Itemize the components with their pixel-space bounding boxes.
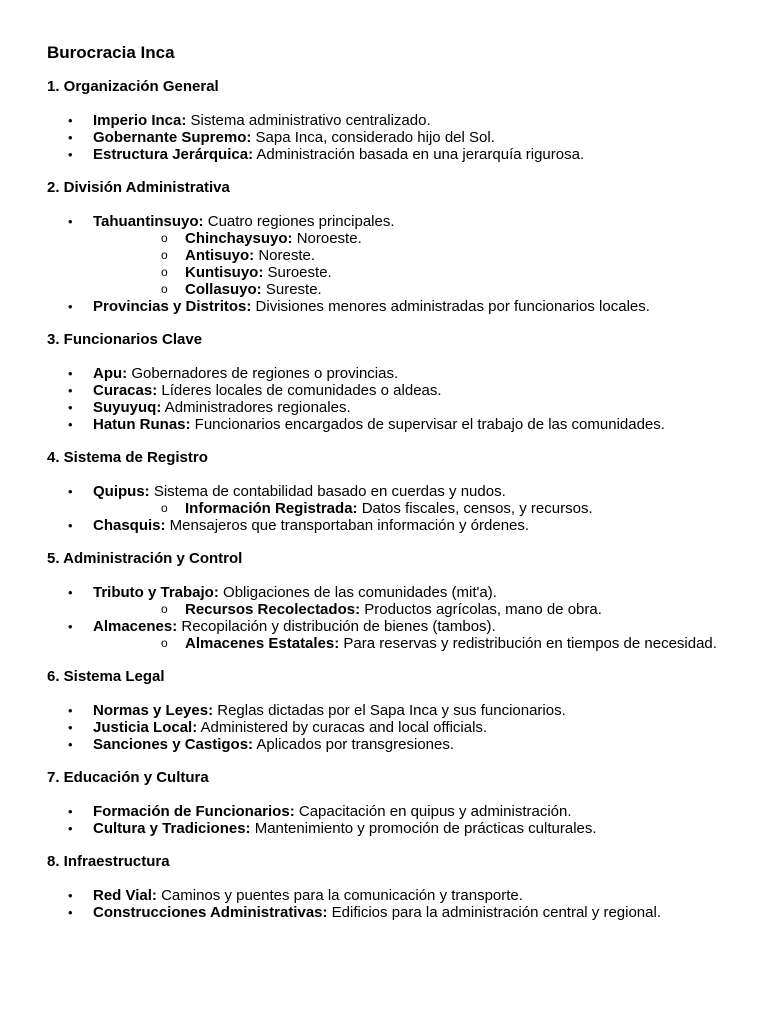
- bullet-icon: •: [68, 518, 73, 533]
- item-term: Red Vial:: [93, 887, 157, 904]
- section: [47, 179, 747, 315]
- item-text: Líderes locales de comunidades o aldeas.: [157, 382, 442, 399]
- subitem-term: Información Registrada:: [185, 500, 358, 517]
- section-heading: 5. Administración y Control: [47, 550, 243, 567]
- subitem-term: Antisuyo:: [185, 247, 255, 264]
- list-item: [47, 803, 747, 820]
- bullet-icon: •: [68, 130, 73, 145]
- list-item: [47, 213, 747, 298]
- item-text: Sapa Inca, considerado hijo del Sol.: [251, 129, 495, 146]
- ring-bullet-icon: o: [161, 282, 168, 296]
- subitem-term: Almacenes Estatales:: [185, 635, 340, 652]
- bullet-icon: •: [68, 619, 73, 634]
- sub-list-item: [93, 635, 747, 652]
- section-heading: 8. Infraestructura: [47, 853, 170, 870]
- item-text: Mensajeros que transportaban información y órdenes.: [165, 517, 530, 534]
- item-term: Tributo y Trabajo:: [93, 584, 219, 601]
- section: [47, 668, 747, 753]
- item-text: Edificios para la administración central y regional.: [327, 904, 661, 921]
- subitem-text: Para reservas y redistribución en tiempos de necesidad.: [339, 635, 717, 652]
- ring-bullet-icon: o: [161, 602, 168, 616]
- ring-bullet-icon: o: [161, 248, 168, 262]
- list-item: [47, 112, 747, 129]
- subitem-text: Datos fiscales, censos, y recursos.: [357, 500, 593, 517]
- item-text: Administración basada en una jerarquía rigurosa.: [253, 146, 585, 163]
- list-item: [47, 736, 747, 753]
- item-text: Caminos y puentes para la comunicación y transporte.: [156, 887, 523, 904]
- item-term: Apu:: [93, 365, 128, 382]
- item-text: Cuatro regiones principales.: [203, 213, 395, 230]
- list-item: [47, 618, 747, 652]
- section-heading: 2. División Administrativa: [47, 179, 230, 196]
- item-term: Estructura Jerárquica:: [93, 146, 254, 163]
- item-term: Justicia Local:: [93, 719, 198, 736]
- section: [47, 78, 747, 163]
- item-term: Tahuantinsuyo:: [93, 213, 204, 230]
- list-item: [47, 904, 747, 921]
- bullet-icon: •: [68, 905, 73, 920]
- ring-bullet-icon: o: [161, 501, 168, 515]
- item-text: Aplicados por transgresiones.: [253, 736, 455, 753]
- list-item: [47, 399, 747, 416]
- bullet-icon: •: [68, 804, 73, 819]
- bullet-list: [47, 112, 747, 163]
- bullet-icon: •: [68, 417, 73, 432]
- item-term: Curacas:: [93, 382, 158, 399]
- sub-list: [93, 230, 747, 298]
- list-item: [47, 820, 747, 837]
- list-item: [47, 584, 747, 618]
- subitem-term: Collasuyo:: [185, 281, 262, 298]
- section-heading: 4. Sistema de Registro: [47, 449, 208, 466]
- ring-bullet-icon: o: [161, 231, 168, 245]
- sub-list: [93, 635, 747, 652]
- bullet-icon: •: [68, 147, 73, 162]
- section: [47, 550, 747, 652]
- bullet-icon: •: [68, 737, 73, 752]
- item-term: Construcciones Administrativas:: [93, 904, 328, 921]
- document-body: [47, 42, 747, 937]
- list-item: [47, 365, 747, 382]
- ring-bullet-icon: o: [161, 265, 168, 279]
- sub-list-item: [93, 601, 747, 618]
- section: [47, 331, 747, 433]
- item-term: Provincias y Distritos:: [93, 298, 252, 315]
- item-term: Quipus:: [93, 483, 150, 500]
- item-text: Recopilación y distribución de bienes (tambos).: [177, 618, 496, 635]
- sections-container: [47, 78, 747, 921]
- item-term: Imperio Inca:: [93, 112, 187, 129]
- subitem-text: Suroeste.: [263, 264, 332, 281]
- item-text: Gobernadores de regiones o provincias.: [127, 365, 399, 382]
- item-term: Chasquis:: [93, 517, 166, 534]
- bullet-icon: •: [68, 113, 73, 128]
- subitem-term: Chinchaysuyo:: [185, 230, 293, 247]
- bullet-icon: •: [68, 888, 73, 903]
- bullet-icon: •: [68, 484, 73, 499]
- bullet-list: [47, 803, 747, 837]
- item-term: Sanciones y Castigos:: [93, 736, 254, 753]
- subitem-text: Noroeste.: [292, 230, 362, 247]
- section-heading: 6. Sistema Legal: [47, 668, 165, 685]
- section-heading: 3. Funcionarios Clave: [47, 331, 203, 348]
- sub-list-item: [93, 264, 747, 281]
- sub-list-item: [93, 500, 747, 517]
- section-heading: 1. Organización General: [47, 78, 219, 95]
- bullet-list: [47, 483, 747, 534]
- list-item: [47, 719, 747, 736]
- item-text: Sistema administrativo centralizado.: [186, 112, 431, 129]
- item-text: Administradores regionales.: [161, 399, 351, 416]
- item-text: Mantenimiento y promoción de prácticas culturales.: [250, 820, 597, 837]
- list-item: [47, 129, 747, 146]
- item-text: Administered by curacas and local officials.: [197, 719, 488, 736]
- bullet-list: [47, 702, 747, 753]
- list-item: [47, 416, 747, 433]
- section: [47, 449, 747, 534]
- sub-list-item: [93, 247, 747, 264]
- list-item: [47, 382, 747, 399]
- bullet-list: [47, 584, 747, 652]
- item-term: Hatun Runas:: [93, 416, 191, 433]
- subitem-text: Productos agrícolas, mano de obra.: [360, 601, 602, 618]
- subitem-term: Recursos Recolectados:: [185, 601, 361, 618]
- item-text: Reglas dictadas por el Sapa Inca y sus funcionarios.: [213, 702, 566, 719]
- bullet-icon: •: [68, 821, 73, 836]
- list-item: [47, 298, 747, 315]
- sub-list-item: [93, 230, 747, 247]
- bullet-list: [47, 213, 747, 315]
- item-term: Suyuyuq:: [93, 399, 162, 416]
- bullet-icon: •: [68, 366, 73, 381]
- section: [47, 769, 747, 837]
- item-text: Capacitación en quipus y administración.: [294, 803, 572, 820]
- sub-list: [93, 500, 747, 517]
- bullet-icon: •: [68, 703, 73, 718]
- item-text: Funcionarios encargados de supervisar el trabajo de las comunidades.: [190, 416, 665, 433]
- bullet-icon: •: [68, 299, 73, 314]
- document-title: Burocracia Inca: [47, 43, 175, 62]
- bullet-icon: •: [68, 383, 73, 398]
- item-text: Obligaciones de las comunidades (mit'a).: [218, 584, 497, 601]
- bullet-icon: •: [68, 214, 73, 229]
- sub-list: [93, 601, 747, 618]
- ring-bullet-icon: o: [161, 636, 168, 650]
- item-term: Gobernante Supremo:: [93, 129, 252, 146]
- list-item: [47, 483, 747, 517]
- item-term: Normas y Leyes:: [93, 702, 214, 719]
- item-term: Almacenes:: [93, 618, 178, 635]
- item-text: Divisiones menores administradas por funcionarios locales.: [251, 298, 650, 315]
- section-heading: 7. Educación y Cultura: [47, 769, 209, 786]
- list-item: [47, 146, 747, 163]
- list-item: [47, 887, 747, 904]
- bullet-icon: •: [68, 585, 73, 600]
- subitem-text: Sureste.: [261, 281, 322, 298]
- subitem-term: Kuntisuyo:: [185, 264, 264, 281]
- list-item: [47, 517, 747, 534]
- bullet-icon: •: [68, 400, 73, 415]
- section: [47, 853, 747, 921]
- bullet-list: [47, 887, 747, 921]
- item-term: Cultura y Tradiciones:: [93, 820, 251, 837]
- item-text: Sistema de contabilidad basado en cuerdas y nudos.: [149, 483, 506, 500]
- item-term: Formación de Funcionarios:: [93, 803, 295, 820]
- bullet-icon: •: [68, 720, 73, 735]
- bullet-list: [47, 365, 747, 433]
- subitem-text: Noreste.: [254, 247, 316, 264]
- sub-list-item: [93, 281, 747, 298]
- list-item: [47, 702, 747, 719]
